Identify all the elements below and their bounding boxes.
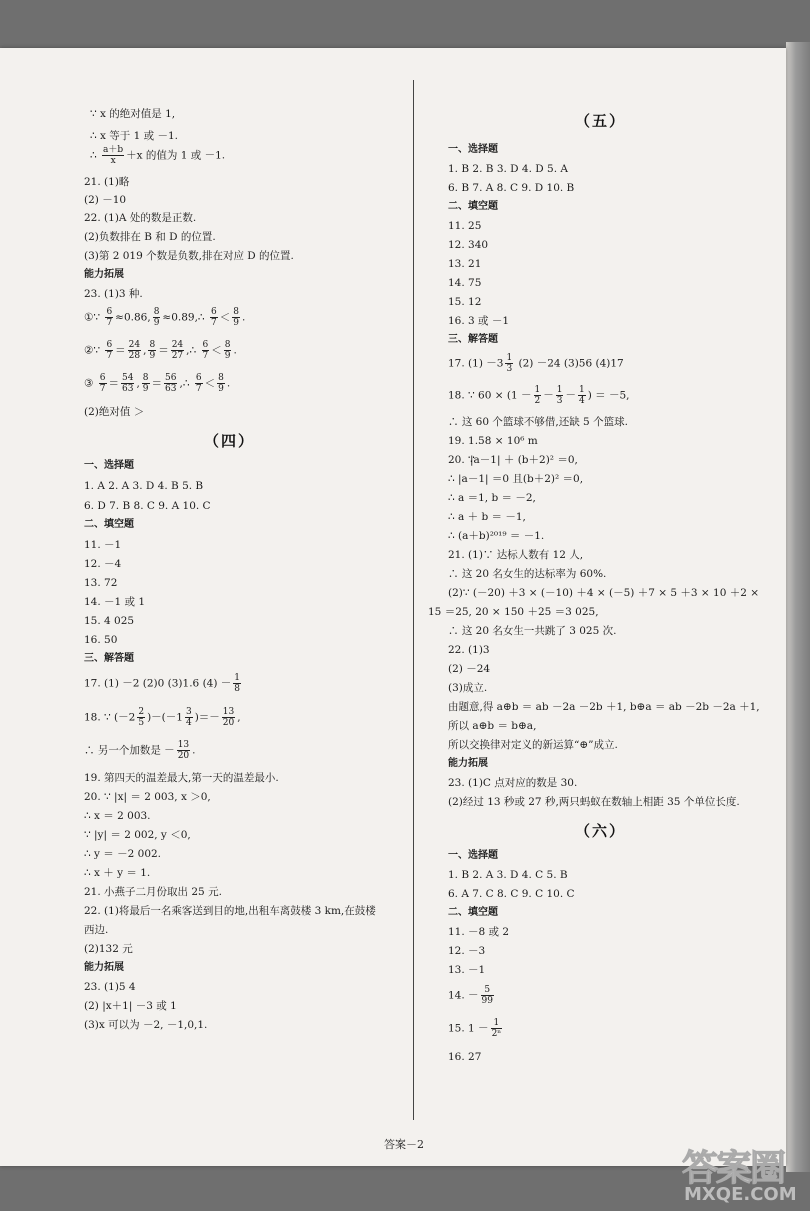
text-line: (3)第 2 019 个数是负数,排在对应 D 的位置.	[84, 250, 294, 262]
text-line: 22. (1)将最后一名乘客送到目的地,出租车离鼓楼 3 km,在鼓楼	[84, 905, 376, 917]
text-line: 西边.	[84, 924, 109, 936]
text-line: ∴ $\frac{a+b}{x}$ ＋x 的值为 1 或 －1.	[90, 145, 226, 166]
math-line: 18. ∵ (－2 $\frac{2}{5}$ )－(－1 $\frac{3}{4}$ )＝－ $\frac{13}{20}$ ,	[84, 707, 241, 728]
section-title: （六）	[575, 822, 627, 840]
text-line: 20. ∵	[448, 454, 475, 466]
text-line: 所以交换律对定义的新运算“⊕”成立.	[448, 739, 618, 751]
text-line: 11. －1	[84, 539, 122, 551]
text-line: ∴ x 等于 1 或 －1.	[90, 130, 178, 142]
watermark-text: 答案圈	[682, 1148, 785, 1189]
fraction: $\frac{a+b}{x}$	[103, 145, 124, 166]
watermark-logo	[676, 1140, 806, 1206]
text-line: 12. －3	[448, 945, 486, 957]
text-line: 20. ∵ |x| ＝ 2 003, x ＞0,	[84, 791, 211, 803]
section-heading: 三、解答题	[448, 334, 498, 345]
math-line: ①∵ $\frac{6}{7}$ ≈0.86, $\frac{8}{9}$ ≈0.89,∴ $\frac{6}{7}$ ＜ $\frac{8}{9}$ .	[84, 307, 246, 328]
text-line: 11. 25	[448, 220, 482, 232]
watermark-url: MXQE.COM	[684, 1184, 797, 1205]
text-line: 6. A 7. C 8. C 9. C 10. C	[448, 888, 575, 900]
answer-page	[0, 48, 786, 1166]
math-line: 14. － $\frac{5}{99}$	[448, 985, 493, 1006]
math-line: ②∵ $\frac{6}{7}$ ＝ $\frac{24}{28}$ , $\frac{8}{9}$ ＝ $\frac{24}{27}$ ,∴ $\frac{6}{7}$ ＜ $\frac{8}{9}$ .	[84, 340, 237, 361]
text-line: 14. －1 或 1	[84, 596, 146, 608]
text-line: (2)∵ (－20) ＋3 × (－10) ＋4 × (－5) ＋7 × 5 ＋3 × 10 ＋2 ×	[448, 587, 760, 599]
text-line: 21. (1)略	[84, 176, 130, 188]
section-heading: 能力拓展	[84, 269, 124, 280]
math-line: 17. (1) －3 $\frac{1}{3}$ (2) －24 (3)56 (4)17	[448, 353, 624, 374]
text-line: 23. (1)C 点对应的数是 30.	[448, 777, 578, 789]
text-line: ∵ x 的绝对值是 1,	[90, 108, 176, 120]
text-line: (3)成立.	[448, 682, 488, 694]
text-line: 11. －8 或 2	[448, 926, 510, 938]
section-heading: 能力拓展	[84, 962, 124, 973]
section-heading: 一、选择题	[448, 850, 498, 861]
text-line: 16. 27	[448, 1051, 482, 1063]
text-line: 16. 3 或 －1	[448, 315, 510, 327]
section-heading: 三、解答题	[84, 653, 134, 664]
text-line: 15 ＝25, 20 × 150 ＋25 ＝3 025,	[428, 606, 599, 618]
text-line: 由题意,得 a⊕b ＝ ab －2a －2b ＋1, b⊕a ＝ ab －2b －2a ＋1,	[448, 701, 760, 713]
text-line: 23. (1)3 种.	[84, 288, 143, 300]
text-line: 15. 4 025	[84, 615, 135, 627]
text-line: 22. (1)3	[448, 644, 490, 656]
section-title: （五）	[575, 112, 627, 130]
text-line: 21. (1)∵ 达标人数有 12 人,	[448, 549, 584, 561]
text-line: 12. 340	[448, 239, 489, 251]
text-line: 19. 第四天的温差最大,第一天的温差最小.	[84, 772, 279, 784]
text-line: 23. (1)5 4	[84, 981, 136, 993]
math-line: 18. ∵ 60 × (1 － $\frac{1}{2}$ － $\frac{1}{3}$ － $\frac{1}{4}$ ) ＝ －5,	[448, 385, 630, 406]
page-footer: 答案－2	[384, 1138, 424, 1151]
section-heading: 二、填空题	[84, 519, 134, 530]
text-line: 12. －4	[84, 558, 122, 570]
section-heading: 二、填空题	[448, 201, 498, 212]
text-line: ∴ |a－1| ＝0 且(b＋2)² ＝0,	[448, 473, 584, 485]
column-divider	[413, 80, 414, 1120]
text-line: 1. A 2. A 3. D 4. B 5. B	[84, 480, 204, 492]
math-line: 15. 1 － $\frac{1}{\text{2ⁿ}}$	[448, 1018, 502, 1039]
text-line: |a－1| ＋ (b＋2)² ＝0,	[470, 454, 578, 466]
text-line: ∴ x ＝ 2 003.	[84, 810, 151, 822]
section-heading: 一、选择题	[448, 144, 498, 155]
math-line: 17. (1) －2 (2)0 (3)1.6 (4) － $\frac{1}{8}$	[84, 673, 241, 694]
text-line: ∴ 这 60 个篮球不够借,还缺 5 个篮球.	[448, 416, 628, 428]
section-title: （四）	[204, 432, 256, 450]
page-edge	[786, 42, 810, 1172]
section-heading: 一、选择题	[84, 460, 134, 471]
text-line: 21. 小燕子二月份取出 25 元.	[84, 886, 222, 898]
section-heading: 二、填空题	[448, 907, 498, 918]
text-line: 13. 21	[448, 258, 482, 270]
text-line: (2) －24	[448, 663, 491, 675]
text-line: (2) |x＋1| －3 或 1	[84, 1000, 177, 1012]
text-line: ∴ a ＋ b ＝ －1,	[448, 511, 526, 523]
text-line: ∴ y ＝ －2 002.	[84, 848, 162, 860]
text-line: 22. (1)A 处的数是正数.	[84, 212, 197, 224]
math-line: ∴ 另一个加数是 － $\frac{13}{20}$ .	[84, 740, 196, 761]
text-line: (2)132 元	[84, 943, 133, 955]
text-line: ∴ x ＋ y ＝ 1.	[84, 867, 151, 879]
section-heading: 能力拓展	[448, 758, 488, 769]
text-line: 1. B 2. A 3. D 4. C 5. B	[448, 869, 568, 881]
text-line: (3)x 可以为 －2, －1,0,1.	[84, 1019, 208, 1031]
math-line: ③ $\frac{6}{7}$ ＝ $\frac{54}{63}$ , $\frac{8}{9}$ ＝ $\frac{56}{63}$ ,∴ $\frac{6}{7}$ ＜ $\frac{8}{9}$ .	[84, 373, 231, 394]
text-line: 所以 a⊕b ＝ b⊕a,	[448, 720, 537, 732]
text-line: (2)负数排在 B 和 D 的位置.	[84, 231, 216, 243]
text-line: 1. B 2. B 3. D 4. D 5. A	[448, 163, 568, 175]
text-line: (2)经过 13 秒或 27 秒,两只蚂蚁在数轴上相距 35 个单位长度.	[448, 796, 740, 808]
text-line: ∴ 这 20 名女生的达标率为 60%.	[448, 568, 607, 580]
text-line: ∴ (a＋b)²⁰¹⁹ ＝ －1.	[448, 530, 545, 542]
text-line: 6. D 7. B 8. C 9. A 10. C	[84, 500, 211, 512]
text-line: (2) －10	[84, 194, 127, 206]
text-line: ∴ a ＝1, b ＝ －2,	[448, 492, 536, 504]
text-line: 19. 1.58 × 10⁶ m	[448, 435, 538, 447]
text-line: 13. －1	[448, 964, 486, 976]
text-line: 15. 12	[448, 296, 482, 308]
text-line: 13. 72	[84, 577, 118, 589]
text-line: (2)绝对值 ＞	[84, 406, 145, 418]
text-line: 14. 75	[448, 277, 482, 289]
text-line: 16. 50	[84, 634, 118, 646]
text-line: 6. B 7. A 8. C 9. D 10. B	[448, 182, 575, 194]
text-line: ∴ 这 20 名女生一共跳了 3 025 次.	[448, 625, 617, 637]
text-line: ∵ |y| ＝ 2 002, y ＜0,	[84, 829, 191, 841]
